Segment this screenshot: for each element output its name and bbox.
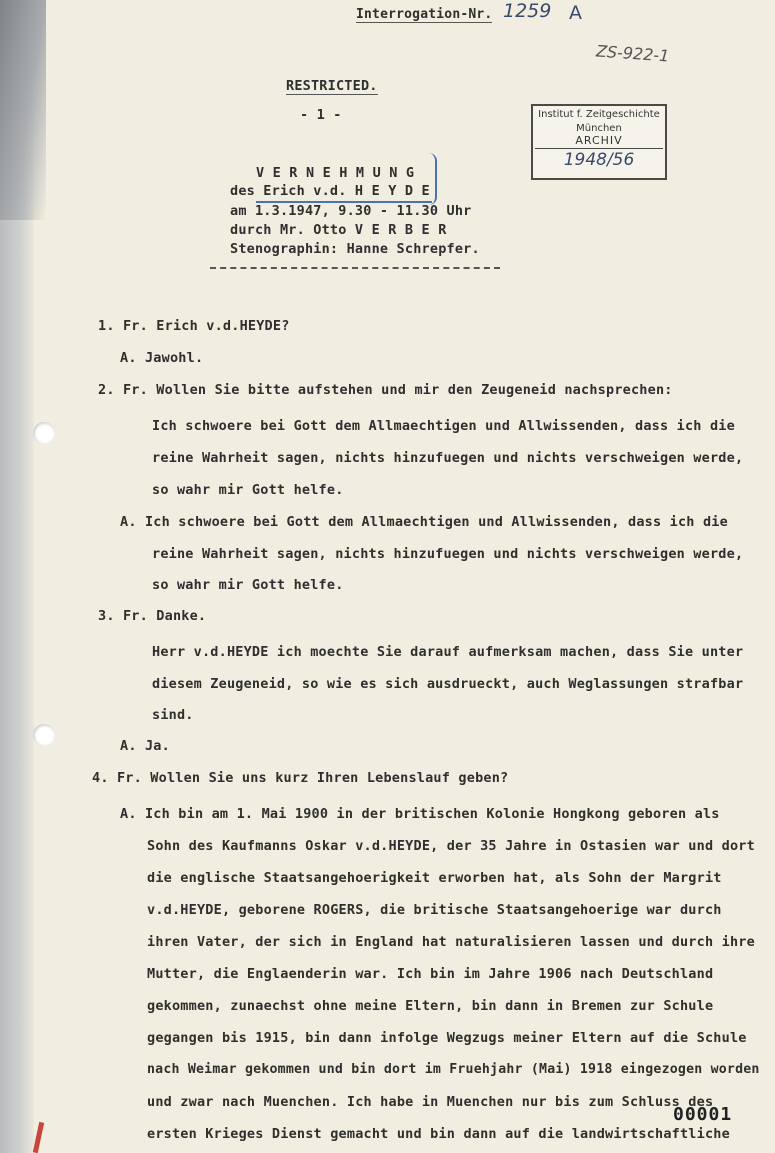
blue-pencil-bracket bbox=[429, 153, 437, 205]
question-3-line-2: diesem Zeugeneid, so wie es sich ausdrueckt, auch Weglassungen strafbar bbox=[152, 676, 744, 692]
archive-stamp bbox=[531, 104, 667, 180]
stamp-city: München bbox=[576, 123, 622, 134]
interrogator-line: durch Mr. Otto V E R B E R bbox=[230, 222, 447, 238]
handwritten-archive-ref: ZS-922-1 bbox=[595, 41, 670, 66]
answer-4-line-7: gekommen, zunaechst ohne meine Eltern, bin dann in Bremen zur Schule bbox=[147, 998, 714, 1014]
date-line: am 1.3.1947, 9.30 - 11.30 Uhr bbox=[230, 203, 472, 219]
question-2-oath-line-2: reine Wahrheit sagen, nichts hinzufuegen und nichts verschweigen werde, bbox=[152, 450, 744, 466]
handwritten-letter: A bbox=[569, 2, 582, 24]
question-2-oath-line-3: so wahr mir Gott helfe. bbox=[152, 482, 344, 498]
punch-hole-bottom bbox=[33, 724, 55, 746]
blue-pencil-underline bbox=[256, 201, 432, 203]
answer-4-line-10: und zwar nach Muenchen. Ich habe in Muenchen nur bis zum Schluss des bbox=[147, 1094, 714, 1110]
subject-line: des Erich v.d. H E Y D E bbox=[230, 183, 430, 199]
answer-2-line-2: reine Wahrheit sagen, nichts hinzufuegen und nichts verschweigen werde, bbox=[152, 546, 744, 562]
question-3: 3. Fr. Danke. bbox=[98, 608, 207, 624]
answer-2-line-1: A. Ich schwoere bei Gott dem Allmaechtigen und Allwissenden, dass ich die bbox=[120, 514, 728, 530]
page-marker: - 1 - bbox=[300, 107, 342, 123]
answer-4-line-2: Sohn des Kaufmanns Oskar v.d.HEYDE, der 35 Jahre in Ostasien war und dort bbox=[147, 838, 755, 854]
stamp-archive: ARCHIV bbox=[575, 134, 623, 147]
document-heading: V E R N E H M U N G bbox=[256, 165, 415, 181]
question-3-line-3: sind. bbox=[152, 707, 194, 723]
answer-4-line-1: A. Ich bin am 1. Mai 1900 in der britischen Kolonie Hongkong geboren als bbox=[120, 806, 720, 822]
answer-4-line-11: ersten Krieges Dienst gemacht und bin dann auf die landwirtschaftliche bbox=[147, 1126, 730, 1142]
answer-4-line-8: gegangen bis 1915, bin dann infolge Wegzugs meiner Eltern auf die Schule bbox=[147, 1030, 747, 1046]
page-number-stamp: 00001 bbox=[673, 1104, 733, 1125]
answer-1: A. Jawohl. bbox=[120, 350, 204, 366]
question-4: 4. Fr. Wollen Sie uns kurz Ihren Lebenslauf geben? bbox=[92, 770, 509, 786]
answer-4-line-3: die englische Staatsangehoerigkeit erworben hat, als Sohn der Margrit bbox=[147, 870, 722, 886]
answer-4-line-9: nach Weimar gekommen und bin dort im Fruehjahr (Mai) 1918 eingezogen worden bbox=[147, 1062, 760, 1077]
punch-hole-top bbox=[33, 422, 55, 444]
answer-2-line-3: so wahr mir Gott helfe. bbox=[152, 577, 344, 593]
question-2: 2. Fr. Wollen Sie bitte aufstehen und mir den Zeugeneid nachsprechen: bbox=[98, 382, 673, 398]
question-1: 1. Fr. Erich v.d.HEYDE? bbox=[98, 318, 290, 334]
answer-3: A. Ja. bbox=[120, 738, 170, 754]
red-marker-stroke bbox=[33, 1122, 44, 1153]
answer-4-line-4: v.d.HEYDE, geborene ROGERS, die britische Staatsangehoerige war durch bbox=[147, 902, 722, 918]
stenographer-line: Stenographin: Hanne Schrepfer. bbox=[230, 241, 480, 257]
question-2-oath-line-1: Ich schwoere bei Gott dem Allmaechtigen und Allwissenden, dass ich die bbox=[152, 418, 735, 434]
interrogation-ref: Interrogation-Nr. bbox=[356, 7, 493, 22]
answer-4-line-6: Mutter, die Englaenderin war. Ich bin im Jahre 1906 nach Deutschland bbox=[147, 966, 714, 982]
page-fold-shadow bbox=[0, 0, 46, 220]
question-3-line-1: Herr v.d.HEYDE ich moechte Sie darauf aufmerksam machen, dass Sie unter bbox=[152, 644, 744, 660]
handwritten-interrogation-number: 1259 bbox=[503, 0, 552, 22]
answer-4-line-5: ihren Vater, der sich in England hat naturalisieren lassen und durch ihre bbox=[147, 934, 755, 950]
title-divider bbox=[210, 267, 500, 269]
classification-restricted: RESTRICTED. bbox=[286, 78, 378, 94]
stamp-divider bbox=[535, 148, 663, 149]
stamp-handwritten-number: 1948/56 bbox=[563, 150, 635, 170]
stamp-institute: Institut f. Zeitgeschichte bbox=[538, 109, 660, 120]
